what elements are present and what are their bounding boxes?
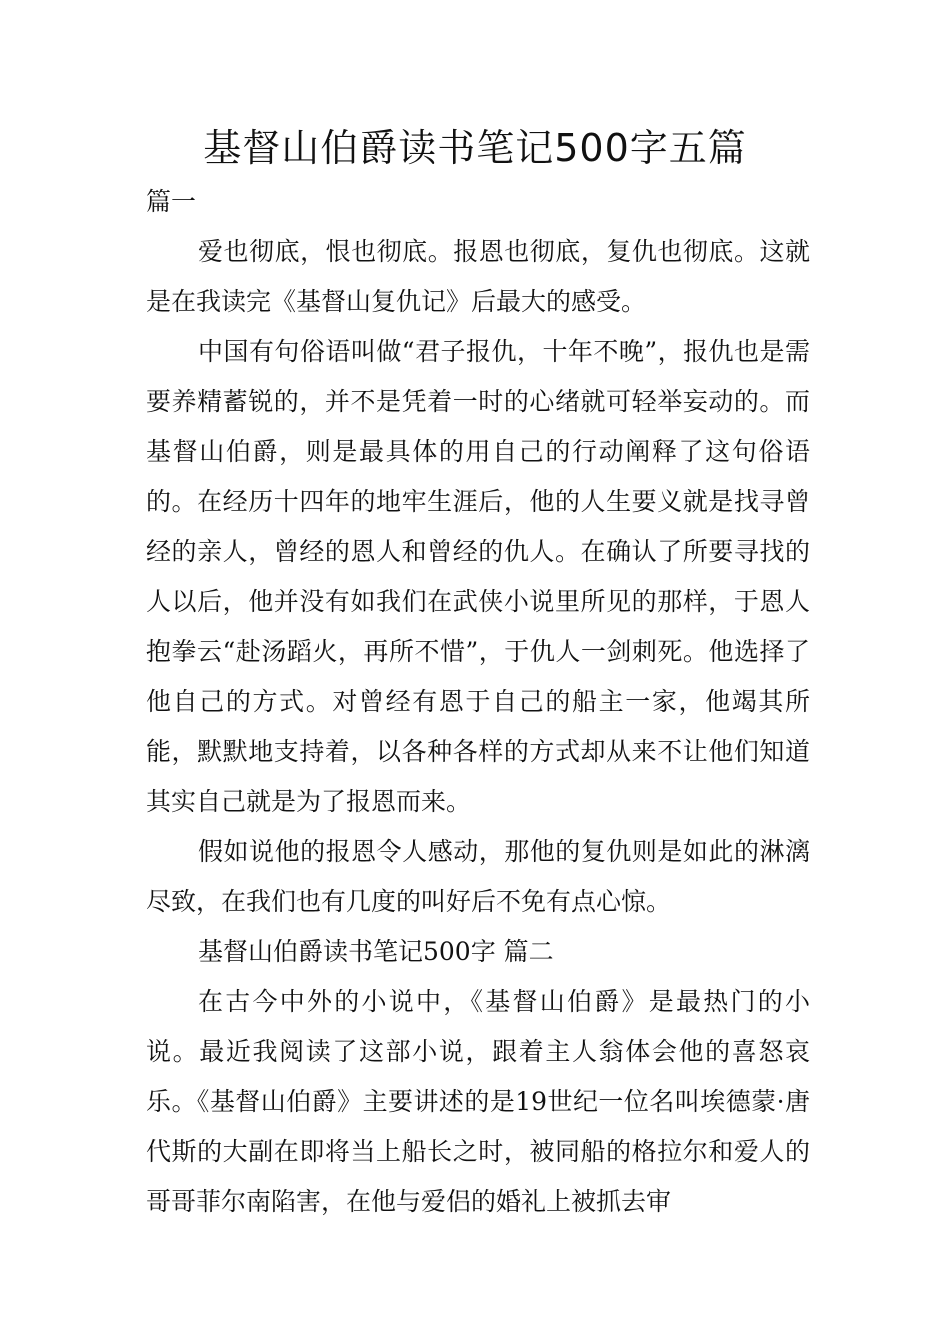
paragraph: 爱也彻底，恨也彻底。报恩也彻底，复仇也彻底。这就是在我读完《基督山复仇记》后最大的感受。 [146,237,810,316]
paragraph: 假如说他的报恩令人感动，那他的复仇则是如此的淋漓尽致，在我们也有几度的叫好后不免有点心惊。 [146,837,810,916]
paragraph: 在古今中外的小说中，《基督山伯爵》是最热门的小说。最近我阅读了这部小说，跟着主人翁体会他的喜怒哀乐。《基督山伯爵》主要讲述的是19世纪一位名叫埃德蒙·唐代斯的大副在即将当上船长之时，被同船的格拉尔和爱人的哥哥菲尔南陷害，在他与爱侣的婚礼上被抓去审 [146,987,810,1216]
document-body [146,177,810,1227]
section-heading: 基督山伯爵读书笔记500字 篇二 [198,937,554,966]
paragraph: 中国有句俗语叫做“君子报仇，十年不晚”，报仇也是需要养精蓄锐的，并不是凭着一时的心绪就可轻举妄动的。而基督山伯爵，则是最具体的用自己的行动阐释了这句俗语的。在经历十四年的地牢生涯后，他的人生要义就是找寻曾经的亲人，曾经的恩人和曾经的仇人。在确认了所要寻找的人以后，他并没有如我们在武侠小说里所见的那样，于恩人抱拳云“赴汤蹈火，再所不惜”，于仇人一剑刺死。他选择了他自己的方式。对曾经有恩于自己的船主一家，他竭其所能，默默地支持着，以各种各样的方式却从来不让他们知道其实自己就是为了报恩而来。 [146,337,810,816]
document-title: 基督山伯爵读书笔记500字五篇 [203,126,747,170]
section-label: 篇一 [146,187,197,216]
